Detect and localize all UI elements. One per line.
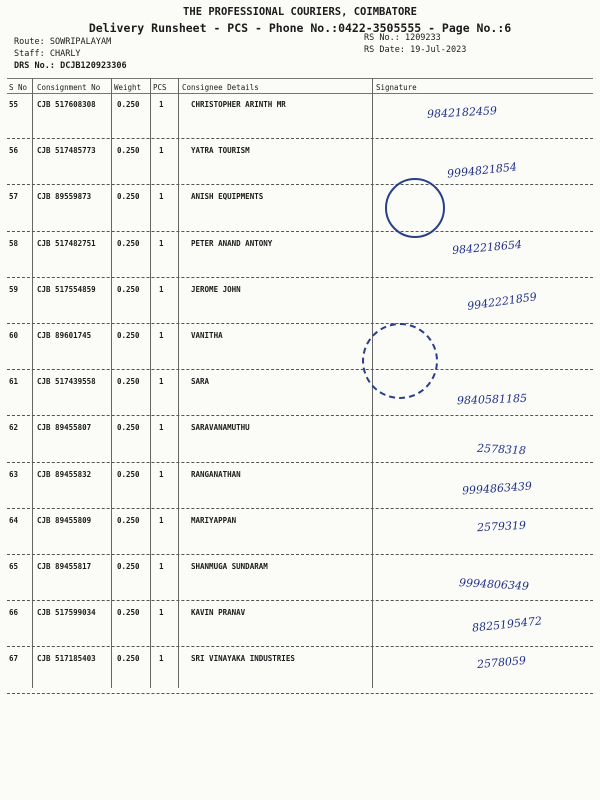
row-separator (7, 646, 593, 647)
cell-weight: 0.250 (117, 469, 140, 479)
cell-consignee: SARA (191, 377, 210, 387)
company-stamp (362, 323, 438, 399)
cell-pcs: 1 (159, 608, 164, 618)
rs-date-value: 19-Jul-2023 (410, 45, 467, 55)
cell-pcs: 1 (159, 377, 164, 387)
signature-phone: 9994821854 (446, 160, 518, 181)
rs-date-label: RS Date: (364, 45, 405, 55)
cell-consignment: CJB 89455817 (37, 562, 92, 571)
drs-value: DCJB120923306 (60, 61, 127, 71)
cell-consignee: YATRA TOURISM (191, 146, 250, 156)
row-separator (7, 462, 593, 463)
cell-sno: 60 (9, 331, 19, 340)
signature-phone: 2578318 (476, 442, 527, 458)
signature-phone: 2578059 (476, 654, 527, 672)
row-separator (7, 600, 593, 601)
signature-phone: 2579319 (476, 518, 527, 535)
signature-phone: 9994806349 (458, 576, 530, 593)
staff-label: Staff: (14, 49, 45, 59)
cell-consignee: JEROME JOHN (191, 284, 241, 294)
cell-consignment: CJB 89455832 (37, 469, 92, 479)
cell-consignment: CJB 89601745 (37, 331, 92, 340)
cell-pcs: 1 (159, 515, 164, 525)
cell-sno: 67 (9, 654, 19, 664)
col-header-pcs: PCS (153, 83, 167, 92)
table-row (7, 464, 593, 510)
cell-sno: 57 (9, 192, 19, 202)
cell-sno: 58 (9, 238, 19, 248)
rs-date-line (364, 45, 466, 55)
cell-consignment: CJB 89455809 (37, 515, 92, 525)
cell-consignment: CJB 89559873 (37, 192, 92, 202)
drs-line (14, 61, 127, 71)
runsheet-table (7, 78, 593, 688)
cell-sno: 66 (9, 608, 19, 618)
row-separator (7, 369, 593, 370)
table-row (7, 648, 593, 694)
table-row (7, 371, 593, 417)
company-stamp (385, 178, 445, 238)
cell-weight: 0.250 (117, 377, 140, 387)
cell-weight: 0.250 (117, 515, 140, 525)
cell-pcs: 1 (159, 100, 164, 109)
cell-pcs: 1 (159, 331, 164, 340)
cell-consignee: ANISH EQUIPMENTS (191, 192, 264, 202)
table-top-rule (7, 78, 593, 79)
cell-weight: 0.250 (117, 608, 140, 618)
signature-phone: 9842218654 (451, 237, 523, 257)
cell-pcs: 1 (159, 192, 164, 202)
drs-label: DRS No.: (14, 61, 55, 71)
cell-weight: 0.250 (117, 192, 140, 202)
cell-sno: 61 (9, 377, 19, 387)
cell-sno: 55 (9, 100, 19, 109)
cell-sno: 64 (9, 515, 19, 525)
staff-line (14, 49, 81, 59)
cell-sno: 56 (9, 146, 19, 156)
signature-phone: 9942221859 (466, 289, 538, 313)
table-row (7, 417, 593, 463)
cell-weight: 0.250 (117, 100, 140, 109)
cell-consignee: RANGANATHAN (191, 469, 241, 479)
row-separator (7, 693, 593, 694)
cell-sno: 59 (9, 284, 19, 294)
cell-consignment: CJB 517485773 (37, 146, 96, 156)
cell-weight: 0.250 (117, 146, 140, 156)
cell-pcs: 1 (159, 238, 164, 248)
cell-consignment: CJB 517439558 (37, 377, 96, 387)
route-label: Route: (14, 37, 45, 47)
table-row (7, 233, 593, 279)
col-header-sno: S No (9, 83, 28, 92)
cell-pcs: 1 (159, 654, 164, 664)
row-separator (7, 138, 593, 139)
staff-value: CHARLY (49, 49, 81, 59)
signature-phone: 9842182459 (426, 104, 498, 121)
table-row (7, 140, 593, 186)
signature-phone: 9840581185 (456, 391, 528, 408)
page-title: THE PROFESSIONAL COURIERS, COIMBATORE (183, 6, 417, 18)
signature-phone: 8825195472 (471, 614, 543, 635)
cell-pcs: 1 (159, 423, 164, 433)
table-row (7, 94, 593, 140)
col-header-consignment: Consignment No (37, 83, 101, 92)
col-header-consignee: Consignee Details (182, 83, 259, 92)
table-row (7, 186, 593, 232)
row-separator (7, 554, 593, 555)
route-value: SOWRIPALAYAM (49, 37, 112, 47)
rs-no-line (364, 33, 441, 43)
cell-weight: 0.250 (117, 562, 140, 571)
row-separator (7, 415, 593, 416)
cell-consignee: SHANMUGA SUNDARAM (191, 562, 268, 571)
cell-sno: 62 (9, 423, 19, 433)
col-header-weight: Weight (114, 83, 142, 92)
table-row (7, 510, 593, 556)
table-row (7, 279, 593, 325)
table-row (7, 602, 593, 648)
cell-consignment: CJB 89455807 (37, 423, 92, 433)
cell-pcs: 1 (159, 562, 164, 571)
signature-phone: 9994863439 (461, 479, 533, 498)
cell-consignee: PETER ANAND ANTONY (191, 238, 273, 248)
cell-consignee: KAVIN PRANAV (191, 608, 246, 618)
cell-pcs: 1 (159, 469, 164, 479)
rs-no-label: RS No.: (364, 33, 400, 43)
runsheet-subtitle: Delivery Runsheet - PCS - Phone No.:0422-3505555 - Page No.:6 (88, 21, 512, 35)
cell-consignee: CHRISTOPHER ARINTH MR (191, 100, 286, 109)
cell-weight: 0.250 (117, 331, 140, 340)
row-separator (7, 231, 593, 232)
cell-weight: 0.250 (117, 284, 140, 294)
row-separator (7, 184, 593, 185)
cell-consignee: SARAVANAMUTHU (191, 423, 250, 433)
cell-sno: 65 (9, 562, 19, 571)
cell-consignee: SRI VINAYAKA INDUSTRIES (191, 654, 295, 664)
cell-sno: 63 (9, 469, 19, 479)
row-separator (7, 323, 593, 324)
row-separator (7, 277, 593, 278)
cell-consignee: VANITHA (191, 331, 223, 340)
cell-consignment: CJB 517482751 (37, 238, 96, 248)
cell-weight: 0.250 (117, 238, 140, 248)
row-separator (7, 508, 593, 509)
rs-no-value: 1209233 (404, 33, 441, 43)
cell-consignment: CJB 517608308 (37, 100, 96, 109)
cell-consignment: CJB 517554859 (37, 284, 96, 294)
cell-pcs: 1 (159, 284, 164, 294)
route-line (14, 37, 111, 47)
cell-consignee: MARIYAPPAN (191, 515, 237, 525)
cell-pcs: 1 (159, 146, 164, 156)
table-row (7, 325, 593, 371)
col-header-signature: Signature (376, 83, 417, 92)
cell-weight: 0.250 (117, 654, 140, 664)
cell-consignment: CJB 517599034 (37, 608, 96, 618)
cell-consignment: CJB 517185403 (37, 654, 96, 664)
cell-weight: 0.250 (117, 423, 140, 433)
table-row (7, 556, 593, 602)
